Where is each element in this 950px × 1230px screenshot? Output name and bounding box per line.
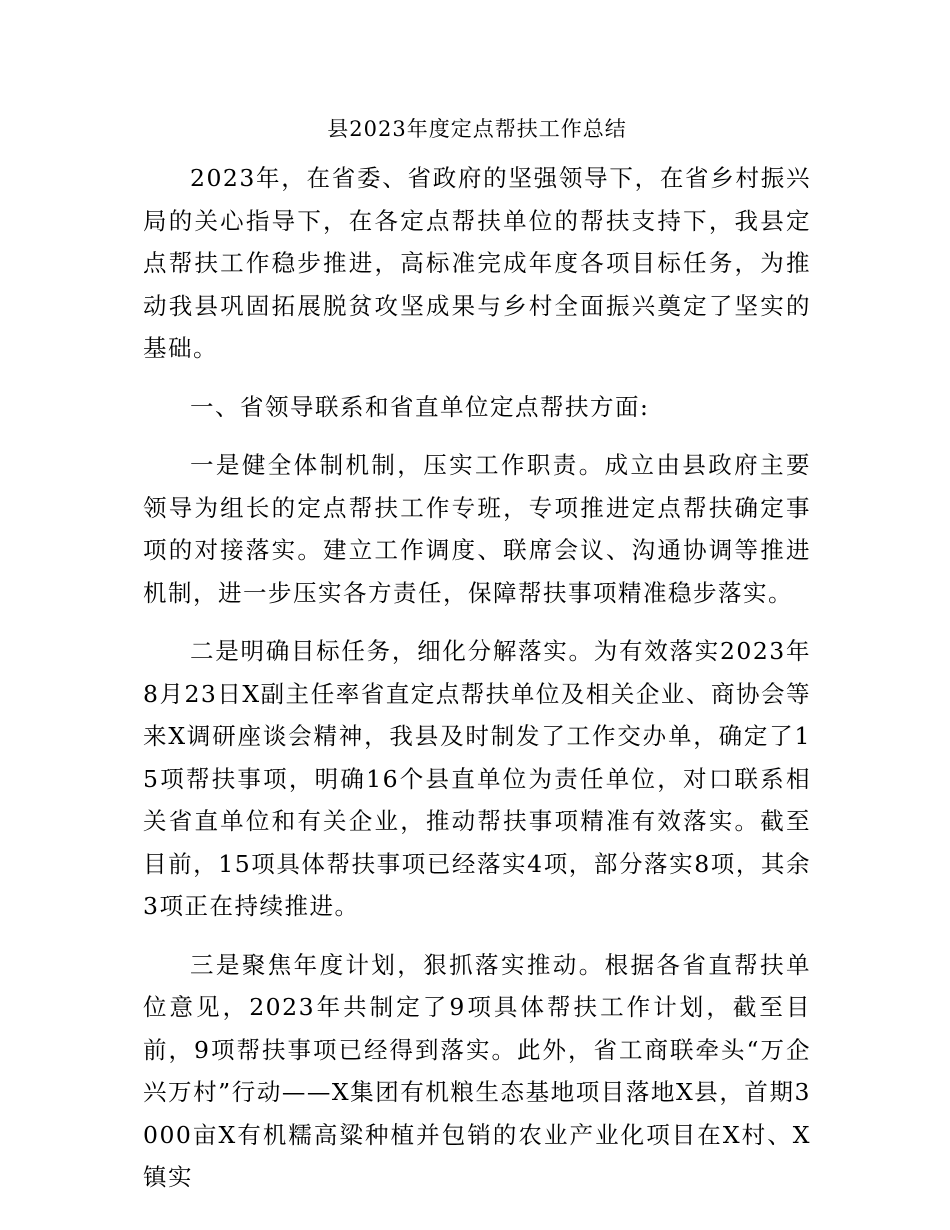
section-heading-1: 一、省领导联系和省直单位定点帮扶方面: <box>190 392 650 421</box>
document-body <box>143 113 811 1215</box>
paragraph-targets: 二是明确目标任务，细化分解落实。为有效落实2023年8月23日X副主任率省直定点帮扶单位及相关企业、商协会等来X调研座谈会精神，我县及时制发了工作交办单，确定了15项帮扶事项，明确16个县直单位为责任单位，对口联系相关省直单位和有关企业，推动帮扶事项精准有效落实。截至目前，15项具体帮扶事项已经落实4项，部分落实8项，其余3项正在持续推进。 <box>143 637 811 920</box>
paragraph-intro: 2023年，在省委、省政府的坚强领导下，在省乡村振兴局的关心指导下，在各定点帮扶单位的帮扶支持下，我县定点帮扶工作稳步推进，高标准完成年度各项目标任务，为推动我县巩固拓展脱贫攻坚成果与乡村全面振兴奠定了坚实的基础。 <box>143 164 811 362</box>
document-title: 县2023年度定点帮扶工作总结 <box>327 117 627 141</box>
paragraph-annual-plan: 三是聚焦年度计划，狠抓落实推动。根据各省直帮扶单位意见，2023年共制定了9项具体帮扶工作计划，截至目前，9项帮扶事项已经得到落实。此外，省工商联牵头“万企兴万村”行动——X集团有机粮生态基地项目落地X县，首期3000亩X有机糯高粱种植并包销的农业产业化项目在X村、X镇实 <box>143 950 811 1191</box>
paragraph-mechanism: 一是健全体制机制，压实工作职责。成立由县政府主要领导为组长的定点帮扶工作专班，专项推进定点帮扶确定事项的对接落实。建立工作调度、联席会议、沟通协调等推进机制，进一步压实各方责任，保障帮扶事项精准稳步落实。 <box>143 451 811 607</box>
